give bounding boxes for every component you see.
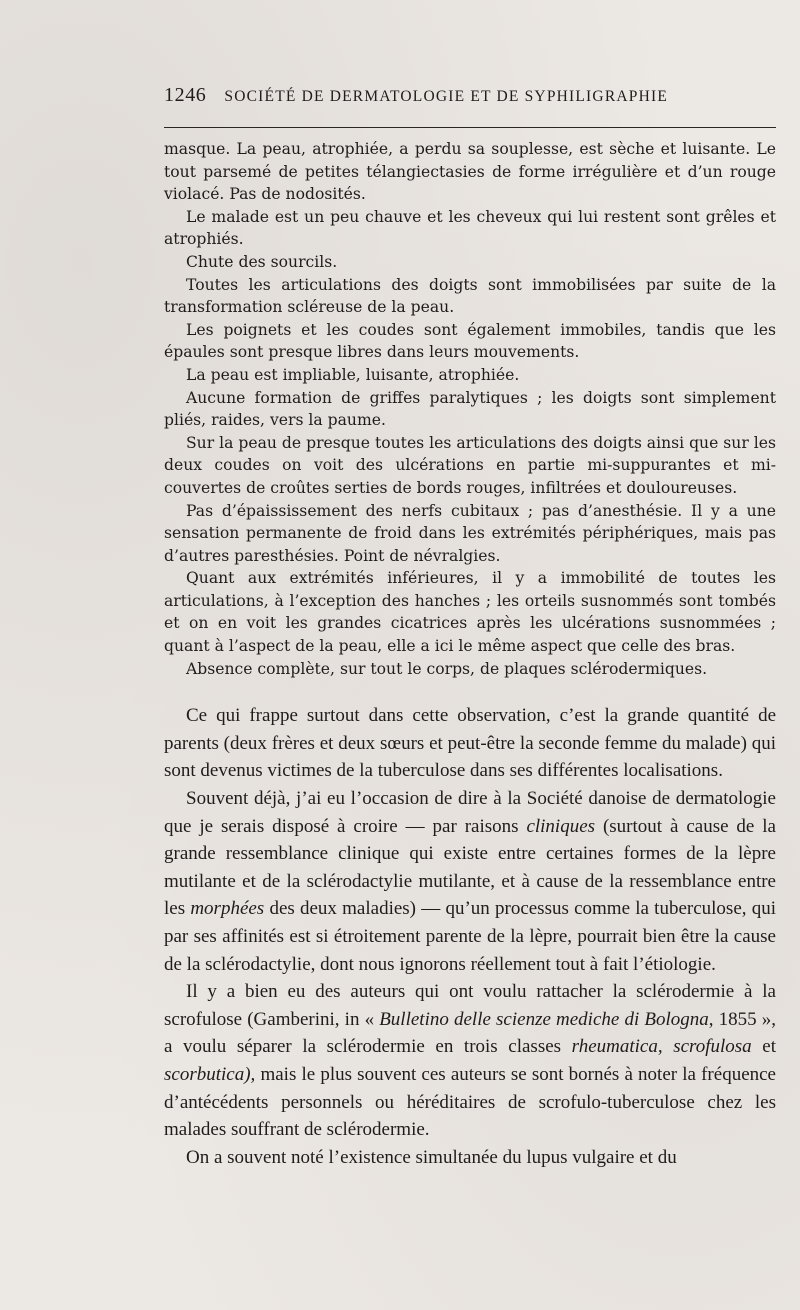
paragraph: Quant aux extrémités inférieures, il y a immobilité de toutes les articulations, à l’exception des hanches ; les orteils susnommés sont tombés et on en voit les grandes cicatrices après les ulcérations susnommées ; quant à l’aspect de la peau, elle a ici le même aspect que celle des bras. xyxy=(164,569,776,656)
paragraph: Chute des sourcils. xyxy=(186,252,338,271)
italic-term: cliniques xyxy=(526,815,596,837)
paragraph: Toutes les articulations des doigts sont immobilisées par suite de la transformation scléreuse de la peau. xyxy=(164,275,776,317)
paragraph xyxy=(164,785,776,978)
paragraph: Absence complète, sur tout le corps, de plaques sclérodermiques. xyxy=(186,659,708,678)
running-title: SOCIÉTÉ DE DERMATOLOGIE ET DE SYPHILIGRAPHIE xyxy=(224,88,668,105)
text-run: et xyxy=(751,1036,776,1058)
page-header xyxy=(164,84,776,114)
italic-term: scorbutica), xyxy=(164,1063,256,1085)
paragraph: Sur la peau de presque toutes les articulations des doigts ainsi que sur les deux coudes on voit des ulcérations en partie mi-suppurantes et mi-couvertes de croûtes serties de bords rouges, infiltrées et douloureuses. xyxy=(164,433,776,497)
case-description xyxy=(164,138,776,680)
page-number: 1246 xyxy=(164,84,207,106)
text-run: Souvent déjà, j’ai eu l’occasion de dire à la Société danoise de dermatologie que je serais disposé à croire — par raisons xyxy=(164,788,776,837)
italic-term: morphées xyxy=(190,898,265,920)
paragraph: Ce qui frappe surtout dans cette observation, c’est la grande quantité de parents (deux frères et deux sœurs et peut-être la seconde femme du malade) qui sont devenus victimes de la tuberculose dans ses différentes localisations. xyxy=(164,705,776,782)
paragraph xyxy=(164,978,776,1144)
paragraph: La peau est impliable, luisante, atrophiée. xyxy=(186,365,520,384)
header-rule xyxy=(164,127,776,128)
text-run: des deux maladies) — qu’un processus comme la tuberculose, qui par ses affinités est si étroitement parente de la lèpre, pourrait bien être la cause de la sclérodactylie, dont nous ignorons réellement tout à fait l’étiologie. xyxy=(164,898,776,975)
text-run: Il y a bien eu des auteurs qui ont voulu rattacher la sclérodermie à la scrofulose (Gamberini, in « xyxy=(164,981,776,1030)
commentary xyxy=(164,702,776,1171)
paragraph: Les poignets et les coudes sont également immobiles, tandis que les épaules sont presque libres dans leurs mouvements. xyxy=(164,320,776,362)
paragraph: On a souvent noté l’existence simultanée du lupus vulgaire et du xyxy=(186,1146,677,1168)
paragraph: Aucune formation de griffes paralytiques ; les doigts sont simplement pliés, raides, vers la paume. xyxy=(164,388,776,430)
paragraph: masque. La peau, atrophiée, a perdu sa souplesse, est sèche et luisante. Le tout parsemé de petites télangiectasies de forme irrégulière et d’un rouge violacé. Pas de nodosités. xyxy=(164,140,776,204)
text-run: , 1855 », a voulu séparer la sclérodermie en trois classes xyxy=(164,1008,776,1058)
text-run: mais le plus souvent ces auteurs se sont bornés à noter la fréquence d’antécédents personnels ou héréditaires de scrofulo-tuberculose chez les malades souffrant de sclérodermie. xyxy=(164,1063,776,1141)
italic-term: rheumatica, scrofulosa xyxy=(571,1036,752,1058)
paragraph: Le malade est un peu chauve et les cheveux qui lui restent sont grêles et atrophiés. xyxy=(164,207,776,249)
journal-title: Bulletino delle scienze mediche di Bologna xyxy=(379,1008,709,1030)
paragraph: Pas d’épaississement des nerfs cubitaux ; pas d’anesthésie. Il y a une sensation permanente de froid dans les extrémités périphériques, mais pas d’autres paresthésies. Point de névralgies. xyxy=(164,501,776,565)
text-run: (surtout à cause de la grande ressemblance clinique qui existe entre certaines formes de la lèpre mutilante et de la sclérodactylie mutilante, et à cause de la ressemblance entre les xyxy=(164,815,776,920)
book-page xyxy=(164,84,776,1171)
